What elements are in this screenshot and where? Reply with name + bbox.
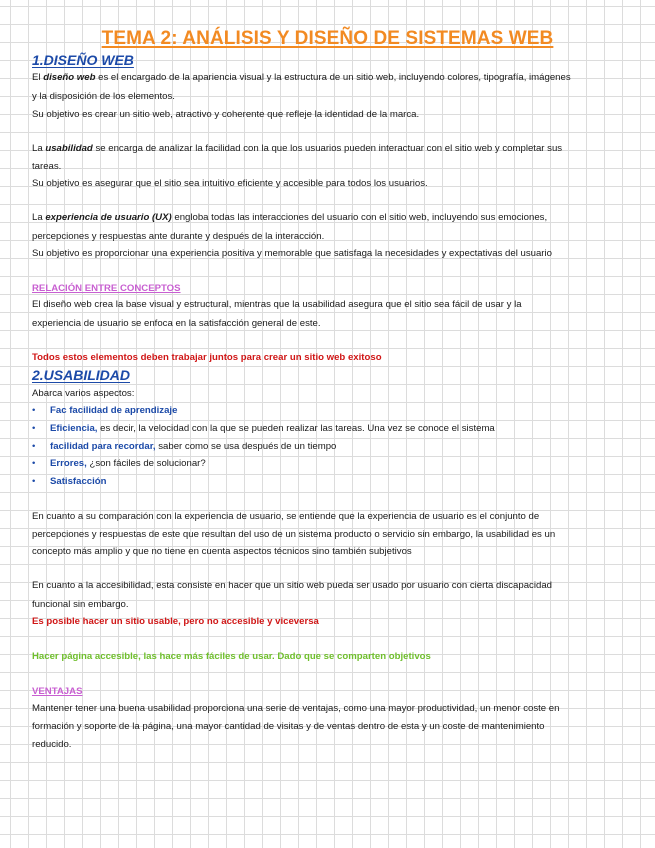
page-title: TEMA 2: ANÁLISIS Y DISEÑO DE SISTEMAS WEB (101, 28, 554, 49)
subheading-relacion: RELACIÓN ENTRE CONCEPTOS (32, 283, 181, 294)
section-heading-usabilidad: 2.USABILIDAD (32, 367, 131, 383)
term-ux: experiencia de usuario (UX) (45, 212, 172, 223)
highlight-red: Todos estos elementos deben trabajar juntos para crear un sitio web exitoso (32, 352, 382, 363)
paragraph-line: percepciones y respuestas de este que resultan del uso de un sistema producto o servicio sin embargo, la usabilidad es un (32, 529, 556, 540)
paragraph-line: Mantener tener una buena usabilidad proporciona una serie de ventajas, como una mayor productividad, un menor coste en (32, 703, 560, 714)
list-item (32, 441, 336, 453)
note-red: Es posible hacer un sitio usable, pero no accesible y viceversa (32, 616, 319, 627)
paragraph-line: funcional sin embargo. (32, 599, 129, 610)
paragraph-line: En cuanto a la accesibilidad, esta consiste en hacer que un sitio web pueda ser usado por usuario con cierta discapacidad (32, 580, 552, 591)
text: La (32, 143, 46, 154)
bullet-term: Errores, (50, 458, 87, 469)
paragraph-line: reducido. (32, 739, 72, 750)
paragraph-line: formación y soporte de la página, una mayor cantidad de visitas y de ventas dentro de esta y un coste de mantenimiento (32, 721, 545, 732)
term-diseno-web: diseño web (43, 72, 96, 83)
text: se encarga de analizar la facilidad con la que los usuarios pueden interactuar con el sitio web y completar sus (92, 143, 563, 154)
list-item (32, 476, 107, 488)
bullet-icon: • (32, 423, 36, 434)
bullet-text: saber como se usa después de un tiempo (155, 441, 337, 452)
paragraph-line: percepciones y respuestas ante durante y después de la interacción. (32, 231, 325, 242)
bullet-term: Satisfacción (50, 476, 107, 487)
list-item (32, 458, 206, 470)
paragraph-line (32, 143, 632, 155)
note-green: Hacer página accesible, las hace más fáciles de usar. Dado que se comparten objetivos (32, 651, 431, 662)
paragraph-line: En cuanto a su comparación con la experiencia de usuario, se entiende que la experiencia de usuario es el conjunto de (32, 511, 540, 522)
paragraph-line: Abarca varios aspectos: (32, 388, 135, 399)
bullet-term: facilidad para recordar, (50, 441, 156, 452)
text: es el encargado de la apariencia visual y la estructura de un sitio web, incluyendo colores, tipografía, imágenes (95, 72, 571, 83)
bullet-text: es decir, la velocidad con la que se pueden realizar las tareas. Una vez se conoce el sistema (97, 423, 495, 434)
bullet-icon: • (32, 458, 36, 469)
paragraph-line (32, 72, 632, 84)
bullet-icon: • (32, 441, 36, 452)
subheading-ventajas: VENTAJAS (32, 686, 83, 697)
bullet-icon: • (32, 476, 36, 487)
text: engloba todas las interacciones del usuario con el sitio web, incluyendo sus emociones, (171, 212, 548, 223)
paragraph-line: Su objetivo es proporcionar una experiencia positiva y memorable que satisfaga la necesidades y expectativas del usuario (32, 248, 552, 259)
paragraph-line: Su objetivo es asegurar que el sitio sea intuitivo eficiente y accesible para todos los usuarios. (32, 178, 428, 189)
bullet-icon: • (32, 405, 36, 416)
paragraph-line: experiencia de usuario se enfoca en la satisfacción general de este. (32, 318, 321, 329)
paragraph-line (32, 212, 632, 224)
text: La (32, 212, 46, 223)
bullet-term: Eficiencia, (50, 423, 98, 434)
bullet-term: Fac facilidad de aprendizaje (50, 405, 178, 416)
bullet-text: ¿son fáciles de solucionar? (86, 458, 206, 469)
list-item (32, 423, 495, 435)
paragraph-line: Su objetivo es crear un sitio web, atractivo y coherente que refleje la identidad de la marca. (32, 109, 420, 120)
paragraph-line: concepto más amplio y que no tiene en cuenta aspectos técnicos sino también subjetivos (32, 546, 412, 557)
paragraph-line: El diseño web crea la base visual y estructural, mientras que la usabilidad asegura que el sitio sea fácil de usar y la (32, 299, 522, 310)
paragraph-line: y la disposición de los elementos. (32, 91, 175, 102)
list-item (32, 405, 177, 417)
text: El (32, 72, 44, 83)
paragraph-line: tareas. (32, 161, 62, 172)
section-heading-diseno-web: 1.DISEÑO WEB (32, 52, 134, 68)
term-usabilidad: usabilidad (45, 143, 93, 154)
